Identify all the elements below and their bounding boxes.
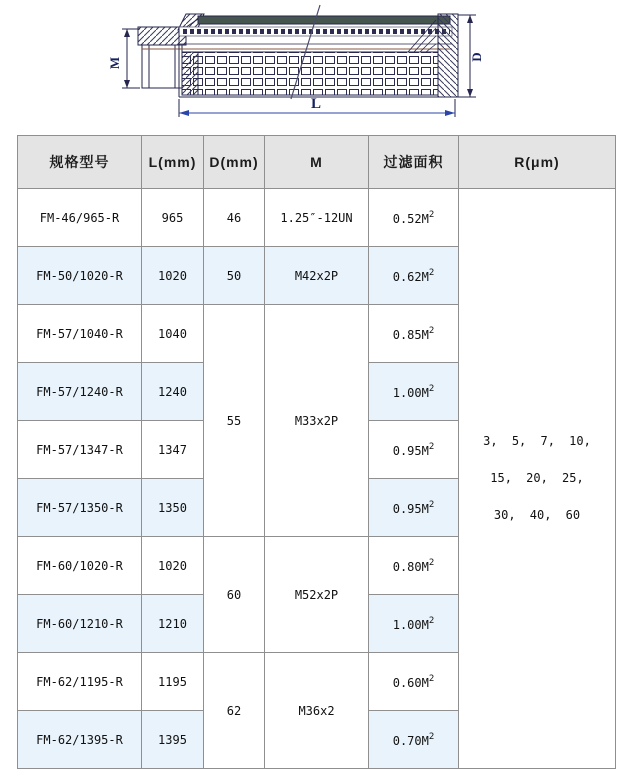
model-cell: FM-62/1195-R bbox=[18, 653, 142, 711]
micron-ratings-cell bbox=[459, 189, 616, 769]
filter-technical-drawing bbox=[0, 0, 634, 132]
model-cell: FM-57/1240-R bbox=[18, 363, 142, 421]
diameter-cell: 62 bbox=[204, 653, 265, 769]
diameter-cell: 46 bbox=[204, 189, 265, 247]
spec-table bbox=[17, 135, 616, 769]
model-cell: FM-50/1020-R bbox=[18, 247, 142, 305]
area-cell: $0.85M^2$ bbox=[369, 305, 459, 363]
model-cell: FM-57/1350-R bbox=[18, 479, 142, 537]
header-diameter: D(mm) bbox=[204, 136, 265, 189]
area-cell: $0.70M^2$ bbox=[369, 711, 459, 769]
thread-cell: 1.25″-12UN bbox=[265, 189, 369, 247]
dimension-L bbox=[179, 96, 455, 117]
thread-cell: M36x2 bbox=[265, 653, 369, 769]
length-cell: 1240 bbox=[142, 363, 204, 421]
diameter-cell: 50 bbox=[204, 247, 265, 305]
diameter-cell: 55 bbox=[204, 305, 265, 537]
dimension-D bbox=[458, 15, 484, 97]
length-cell: 1040 bbox=[142, 305, 204, 363]
model-cell: FM-62/1395-R bbox=[18, 711, 142, 769]
length-cell: 1350 bbox=[142, 479, 204, 537]
header-row bbox=[18, 136, 616, 189]
micron-line: 30, 40, 60 bbox=[493, 508, 581, 522]
mesh-grid bbox=[182, 52, 438, 95]
header-thread: M bbox=[265, 136, 369, 189]
thread-cell: M33x2P bbox=[265, 305, 369, 537]
length-cell: 1347 bbox=[142, 421, 204, 479]
diameter-cell: 60 bbox=[204, 537, 265, 653]
micron-line: 3, 5, 7, 10, bbox=[483, 434, 591, 448]
model-cell: FM-57/1347-R bbox=[18, 421, 142, 479]
area-cell: $0.80M^2$ bbox=[369, 537, 459, 595]
model-cell: FM-60/1020-R bbox=[18, 537, 142, 595]
dim-label-D: D bbox=[469, 52, 484, 62]
area-cell: $0.95M^2$ bbox=[369, 421, 459, 479]
area-cell: $0.52M^2$ bbox=[369, 189, 459, 247]
model-cell: FM-57/1040-R bbox=[18, 305, 142, 363]
dim-label-M: M bbox=[107, 56, 122, 70]
table-row bbox=[18, 189, 616, 247]
model-cell: FM-60/1210-R bbox=[18, 595, 142, 653]
micron-line: 15, 20, 25, bbox=[490, 471, 584, 485]
filter-drawing-svg bbox=[0, 0, 634, 132]
end-cap bbox=[438, 14, 458, 97]
header-micron: R(μm) bbox=[459, 136, 616, 189]
area-cell: $0.62M^2$ bbox=[369, 247, 459, 305]
thread-cell: M52x2P bbox=[265, 537, 369, 653]
length-cell: 1195 bbox=[142, 653, 204, 711]
header-model: 规格型号 bbox=[18, 136, 142, 189]
length-cell: 1020 bbox=[142, 247, 204, 305]
length-cell: 965 bbox=[142, 189, 204, 247]
area-cell: $0.95M^2$ bbox=[369, 479, 459, 537]
header-filter-area: 过滤面积 bbox=[369, 136, 459, 189]
dim-label-L: L bbox=[310, 96, 322, 112]
model-cell: FM-46/965-R bbox=[18, 189, 142, 247]
area-cell: $1.00M^2$ bbox=[369, 595, 459, 653]
length-cell: 1020 bbox=[142, 537, 204, 595]
header-length: L(mm) bbox=[142, 136, 204, 189]
area-cell: $1.00M^2$ bbox=[369, 363, 459, 421]
dimension-M bbox=[107, 29, 140, 88]
area-cell: $0.60M^2$ bbox=[369, 653, 459, 711]
thread-cell: M42x2P bbox=[265, 247, 369, 305]
length-cell: 1395 bbox=[142, 711, 204, 769]
length-cell: 1210 bbox=[142, 595, 204, 653]
